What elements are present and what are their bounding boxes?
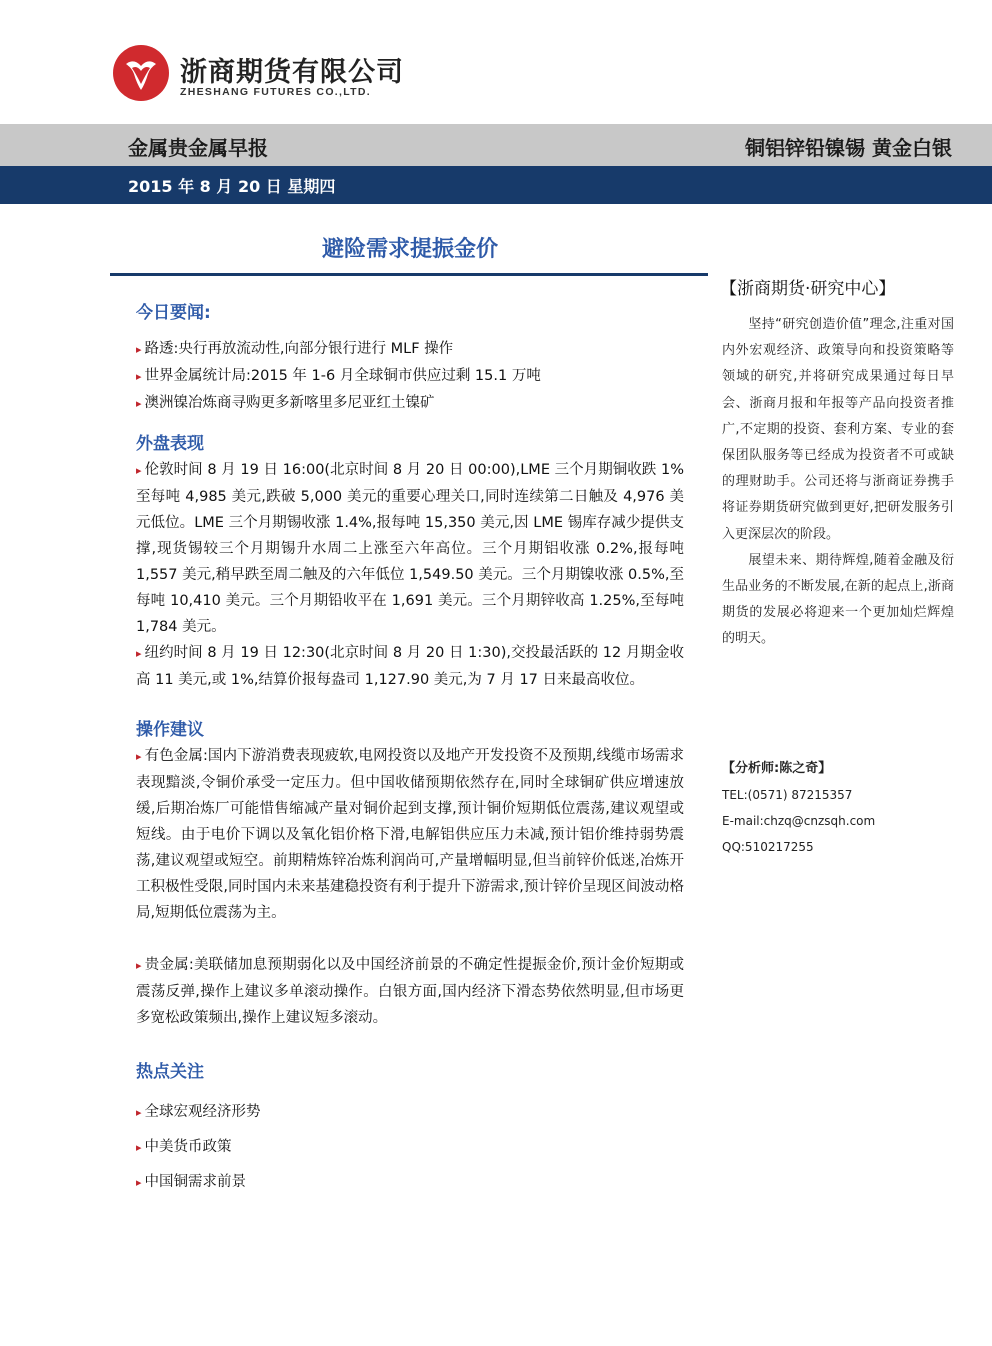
report-name: 金属贵金属早报 xyxy=(128,136,268,160)
report-header-band xyxy=(0,124,992,166)
advice-paragraph-base-metals: ▸ 有色金属:国内下游消费表现疲软,电网投资以及地产开发投资不及预期,线缆市场需求表现黯淡,令铜价承受一定压力。但中国收储预期依然存在,同时全球铜矿供应增速放缓,后期冶炼厂可能惜售缩减产量对铜价起到支撑,预计铜价短期低位震荡,建议观望或短线。由于电价下调以及氧化铝价格下滑,电解铝供应压力未减,预计铝价维持弱势震荡,建议观望或短空。前期精炼锌冶炼利润尚可,产量增幅明显,但当前锌价低迷,冶炼开工积极性受限,同时国内未来基建稳投资有利于提升下游需求,预计锌价呈现区间波动格局,短期低位震荡为主。 xyxy=(136,748,684,921)
advice-paragraph-precious-metals: ▸ 贵金属:美联储加息预期弱化以及中国经济前景的不确定性提振金价,预计金价短期或震荡反弹,操作上建议多单滚动操作。白银方面,国内经济下滑态势依然明显,但市场更多宽松政策频出,操作上建议短多滚动。 xyxy=(136,957,684,1026)
arrow-bullet-icon: ▸ xyxy=(136,370,142,383)
advice-heading: 操作建议 xyxy=(136,720,204,740)
analyst-phone: TEL:(0571) 87215357 xyxy=(722,788,853,802)
arrow-bullet-icon: ▸ xyxy=(136,464,142,477)
company-logo-icon xyxy=(112,44,170,102)
date-band xyxy=(0,166,992,204)
metals-list: 铜铝锌铅镍锡 黄金白银 xyxy=(745,136,952,160)
overseas-paragraph-lme: ▸ 伦敦时间 8 月 19 日 16:00(北京时间 8 月 20 日 00:00),LME 三个月期铜收跌 1%至每吨 4,985 美元,跌破 5,000 美元的重要心理关口,同时连续第二日触及 4,976 美元低位。LME 三个月期锡收涨 1.4%,报每吨 15,350 美元,因 LME 锡库存减少提供支撑,现货锡较三个月期锡升水周二上涨至六年高位。三个月期铝收涨 0.2%,报每吨 1,557 美元,稍早跌至周二触及的六年低位 1,549.50 美元。三个月期镍收涨 0.5%,至每吨 10,410 美元。三个月期铅收平在 1,691 美元。三个月期锌收高 1.25%,至每吨 1,784 美元。 xyxy=(136,462,684,635)
company-name-en: ZHESHANG FUTURES CO.,LTD. xyxy=(180,86,371,98)
main-content xyxy=(136,300,684,1200)
analyst-email[interactable]: E-mail:chzq@cnzsqh.com xyxy=(722,814,876,828)
arrow-bullet-icon: ▸ xyxy=(136,1106,142,1119)
overseas-heading: 外盘表现 xyxy=(136,434,204,454)
arrow-bullet-icon: ▸ xyxy=(136,959,142,972)
news-item: ▸ 路透:央行再放流动性,向部分银行进行 MLF 操作 xyxy=(136,341,454,357)
report-date: 2015 年 8 月 20 日 星期四 xyxy=(128,177,336,196)
news-item: ▸ 世界金属统计局:2015 年 1-6 月全球铜市供应过剩 15.1 万吨 xyxy=(136,368,541,384)
arrow-bullet-icon: ▸ xyxy=(136,750,142,763)
hot-topic-item: ▸ 中国铜需求前景 xyxy=(136,1174,247,1190)
analyst-contact xyxy=(722,756,962,860)
news-item: ▸ 澳洲镍冶炼商寻购更多新喀里多尼亚红土镍矿 xyxy=(136,395,435,411)
sidebar-paragraph: 展望未来、期待辉煌,随着金融及衍生品业务的不断发展,在新的起点上,浙商期货的发展必将迎来一个更加灿烂辉煌的明天。 xyxy=(722,552,954,647)
hot-topic-item: ▸ 全球宏观经济形势 xyxy=(136,1104,261,1120)
overseas-paragraph-comex: ▸ 纽约时间 8 月 19 日 12:30(北京时间 8 月 20 日 1:30),交投最活跃的 12 月期金收高 11 美元,或 1%,结算价报每盎司 1,127.90 美元,为 7 月 17 日来最高收位。 xyxy=(136,645,684,688)
analyst-name: 【分析师:陈之奇】 xyxy=(722,761,832,776)
arrow-bullet-icon: ▸ xyxy=(136,1176,142,1189)
analyst-qq: QQ:510217255 xyxy=(722,840,814,854)
title-divider xyxy=(110,273,708,276)
company-name-cn: 浙商期货有限公司 xyxy=(180,57,404,88)
arrow-bullet-icon: ▸ xyxy=(136,343,142,356)
arrow-bullet-icon: ▸ xyxy=(136,647,142,660)
report-title: 避险需求提振金价 xyxy=(321,237,498,262)
sidebar-heading: 【浙商期货·研究中心】 xyxy=(720,279,896,299)
arrow-bullet-icon: ▸ xyxy=(136,1141,142,1154)
news-heading: 今日要闻: xyxy=(136,303,211,323)
sidebar-intro xyxy=(722,312,954,653)
sidebar-paragraph: 坚持“研究创造价值”理念,注重对国内外宏观经济、政策导向和投资策略等领域的研究,并将研究成果通过每日早会、浙商月报和年报等产品向投资者推广,不定期的投资、套利方案、专业的套保团队服务等已经成为投资者不可或缺的理财助手。公司还将与浙商证券携手将证券期货研究做到更好,把研发服务引入更深层次的阶段。 xyxy=(722,317,954,542)
arrow-bullet-icon: ▸ xyxy=(136,397,142,410)
hot-topics-heading: 热点关注 xyxy=(136,1062,204,1082)
hot-topic-item: ▸ 中美货币政策 xyxy=(136,1139,232,1155)
